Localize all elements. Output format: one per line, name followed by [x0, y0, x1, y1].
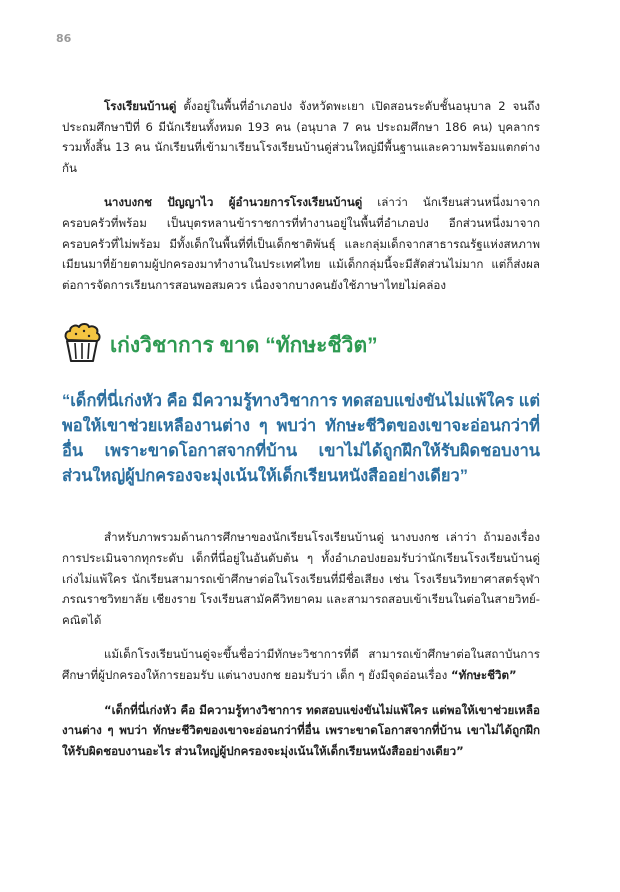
director-quote: “เด็กที่นี่เก่งหัว คือ มีความรู้ทางวิชาการ ทดสอบแข่งขันไม่แพ้ใคร แต่พอให้เขาช่วยเหลืองานต่าง ๆ พบว่า ทักษะชีวิตของเขาจะอ่อนกว่าที่อื่น เพราะขาดโอกาสจากที่บ้าน เขาไม่ได้ถูกฝึกให้รับผิดชอบงานอะไร ส่วนใหญ่ผู้ปกครองจะมุ่งเน้นให้เด็กเรียนหนังสืออย่างเดียว”	[62, 702, 540, 758]
director-name: นางบงกช ปัญญาไว ผู้อำนวยการโรงเรียนบ้านดู่	[104, 195, 363, 210]
school-name: โรงเรียนบ้านดู่	[104, 99, 177, 113]
director-paragraph	[62, 192, 540, 295]
article-body	[62, 96, 540, 761]
quote-paragraph	[62, 700, 540, 762]
intro-text: ตั้งอยู่ในพื้นที่อำเภอปง จังหวัดพะเยา เปิดสอนระดับชั้นอนุบาล 2 จนถึงประถมศึกษาปีที่ 6 มีนักเรียนทั้งหมด 193 คน (อนุบาล 7 คน ประถมศึกษา 186 คน) บุคลากรรวมทั้งสิ้น 13 คน นักเรียนที่เข้ามาเรียนโรงเรียนบ้านดู่ส่วนใหญ่มีพื้นฐานและความพร้อมแตกต่างกัน	[62, 99, 540, 175]
life-skills-paragraph	[62, 644, 540, 685]
life-skills-term: “ทักษะชีวิต”	[450, 667, 517, 682]
section-heading	[62, 321, 540, 369]
director-text: เล่าว่า นักเรียนส่วนหนึ่งมาจากครอบครัวที่พร้อม เป็นบุตรหลานข้าราชการที่ทำงานอยู่ในพื้นที่อำเภอปง อีกส่วนหนึ่งมาจากครอบครัวที่ไม่พร้อม มีทั้งเด็กในพื้นที่ที่เป็นเด็กชาติพันธุ์ และกลุ่มเด็กจากสาธารณรัฐแห่งสหภาพเมียนมาที่ย้ายตามผู้ปกครองมาทำงานในประเทศไทย แม้เด็กกลุ่มนี้จะมีสัดส่วนไม่มาก แต่ก็ส่งผลต่อการจัดการเรียนการสอนพอสมควร เนื่องจากบางคนยังใช้ภาษาไทยไม่คล่อง	[62, 195, 540, 292]
intro-paragraph	[62, 96, 540, 178]
pull-quote: “เด็กที่นี่เก่งหัว คือ มีความรู้ทางวิชาการ ทดสอบแข่งขันไม่แพ้ใคร แต่พอให้เขาช่วยเหลืองานต่าง ๆ พบว่า ทักษะชีวิตของเขาจะอ่อนกว่าที่อื่น เพราะขาดโอกาสจากที่บ้าน เขาไม่ได้ถูกฝึกให้รับผิดชอบงาน ส่วนใหญ่ผู้ปกครองจะมุ่งเน้นให้เด็กเรียนหนังสืออย่างเดียว”	[62, 392, 540, 486]
section-title: เก่งวิชาการ ขาด “ทักษะชีวิต”	[110, 333, 378, 357]
overview-paragraph: สำหรับภาพรวมด้านการศึกษาของนักเรียนโรงเรียนบ้านดู่ นางบงกช เล่าว่า ถ้ามองเรื่องการประเมินจากทุกระดับ เด็กที่นี่อยู่ในอันดับต้น ๆ ทั้งอำเภอปงยอมรับว่านักเรียนโรงเรียนบ้านดู่เก่งไม่แพ้ใคร นักเรียนสามารถเข้าศึกษาต่อในโรงเรียนที่มีชื่อเสียง เช่น โรงเรียนวิทยาศาสตร์จุฬาภรณราชวิทยาลัย เชียงราย โรงเรียนสามัคคีวิทยาคม และสามารถสอบเข้าเรียนในต่อในสายวิทย์-คณิตได้	[62, 530, 540, 627]
muffin-icon	[62, 322, 102, 368]
life-skills-text: แม้เด็กโรงเรียนบ้านดู่จะขึ้นชื่อว่ามีทักษะวิชาการที่ดี สามารถเข้าศึกษาต่อในสถาบันการศึกษาที่ผู้ปกครองให้การยอมรับ แต่นางบงกช ยอมรับว่า เด็ก ๆ ยังมีจุดอ่อนเรื่อง	[62, 647, 540, 682]
page-number: 86	[56, 32, 72, 45]
